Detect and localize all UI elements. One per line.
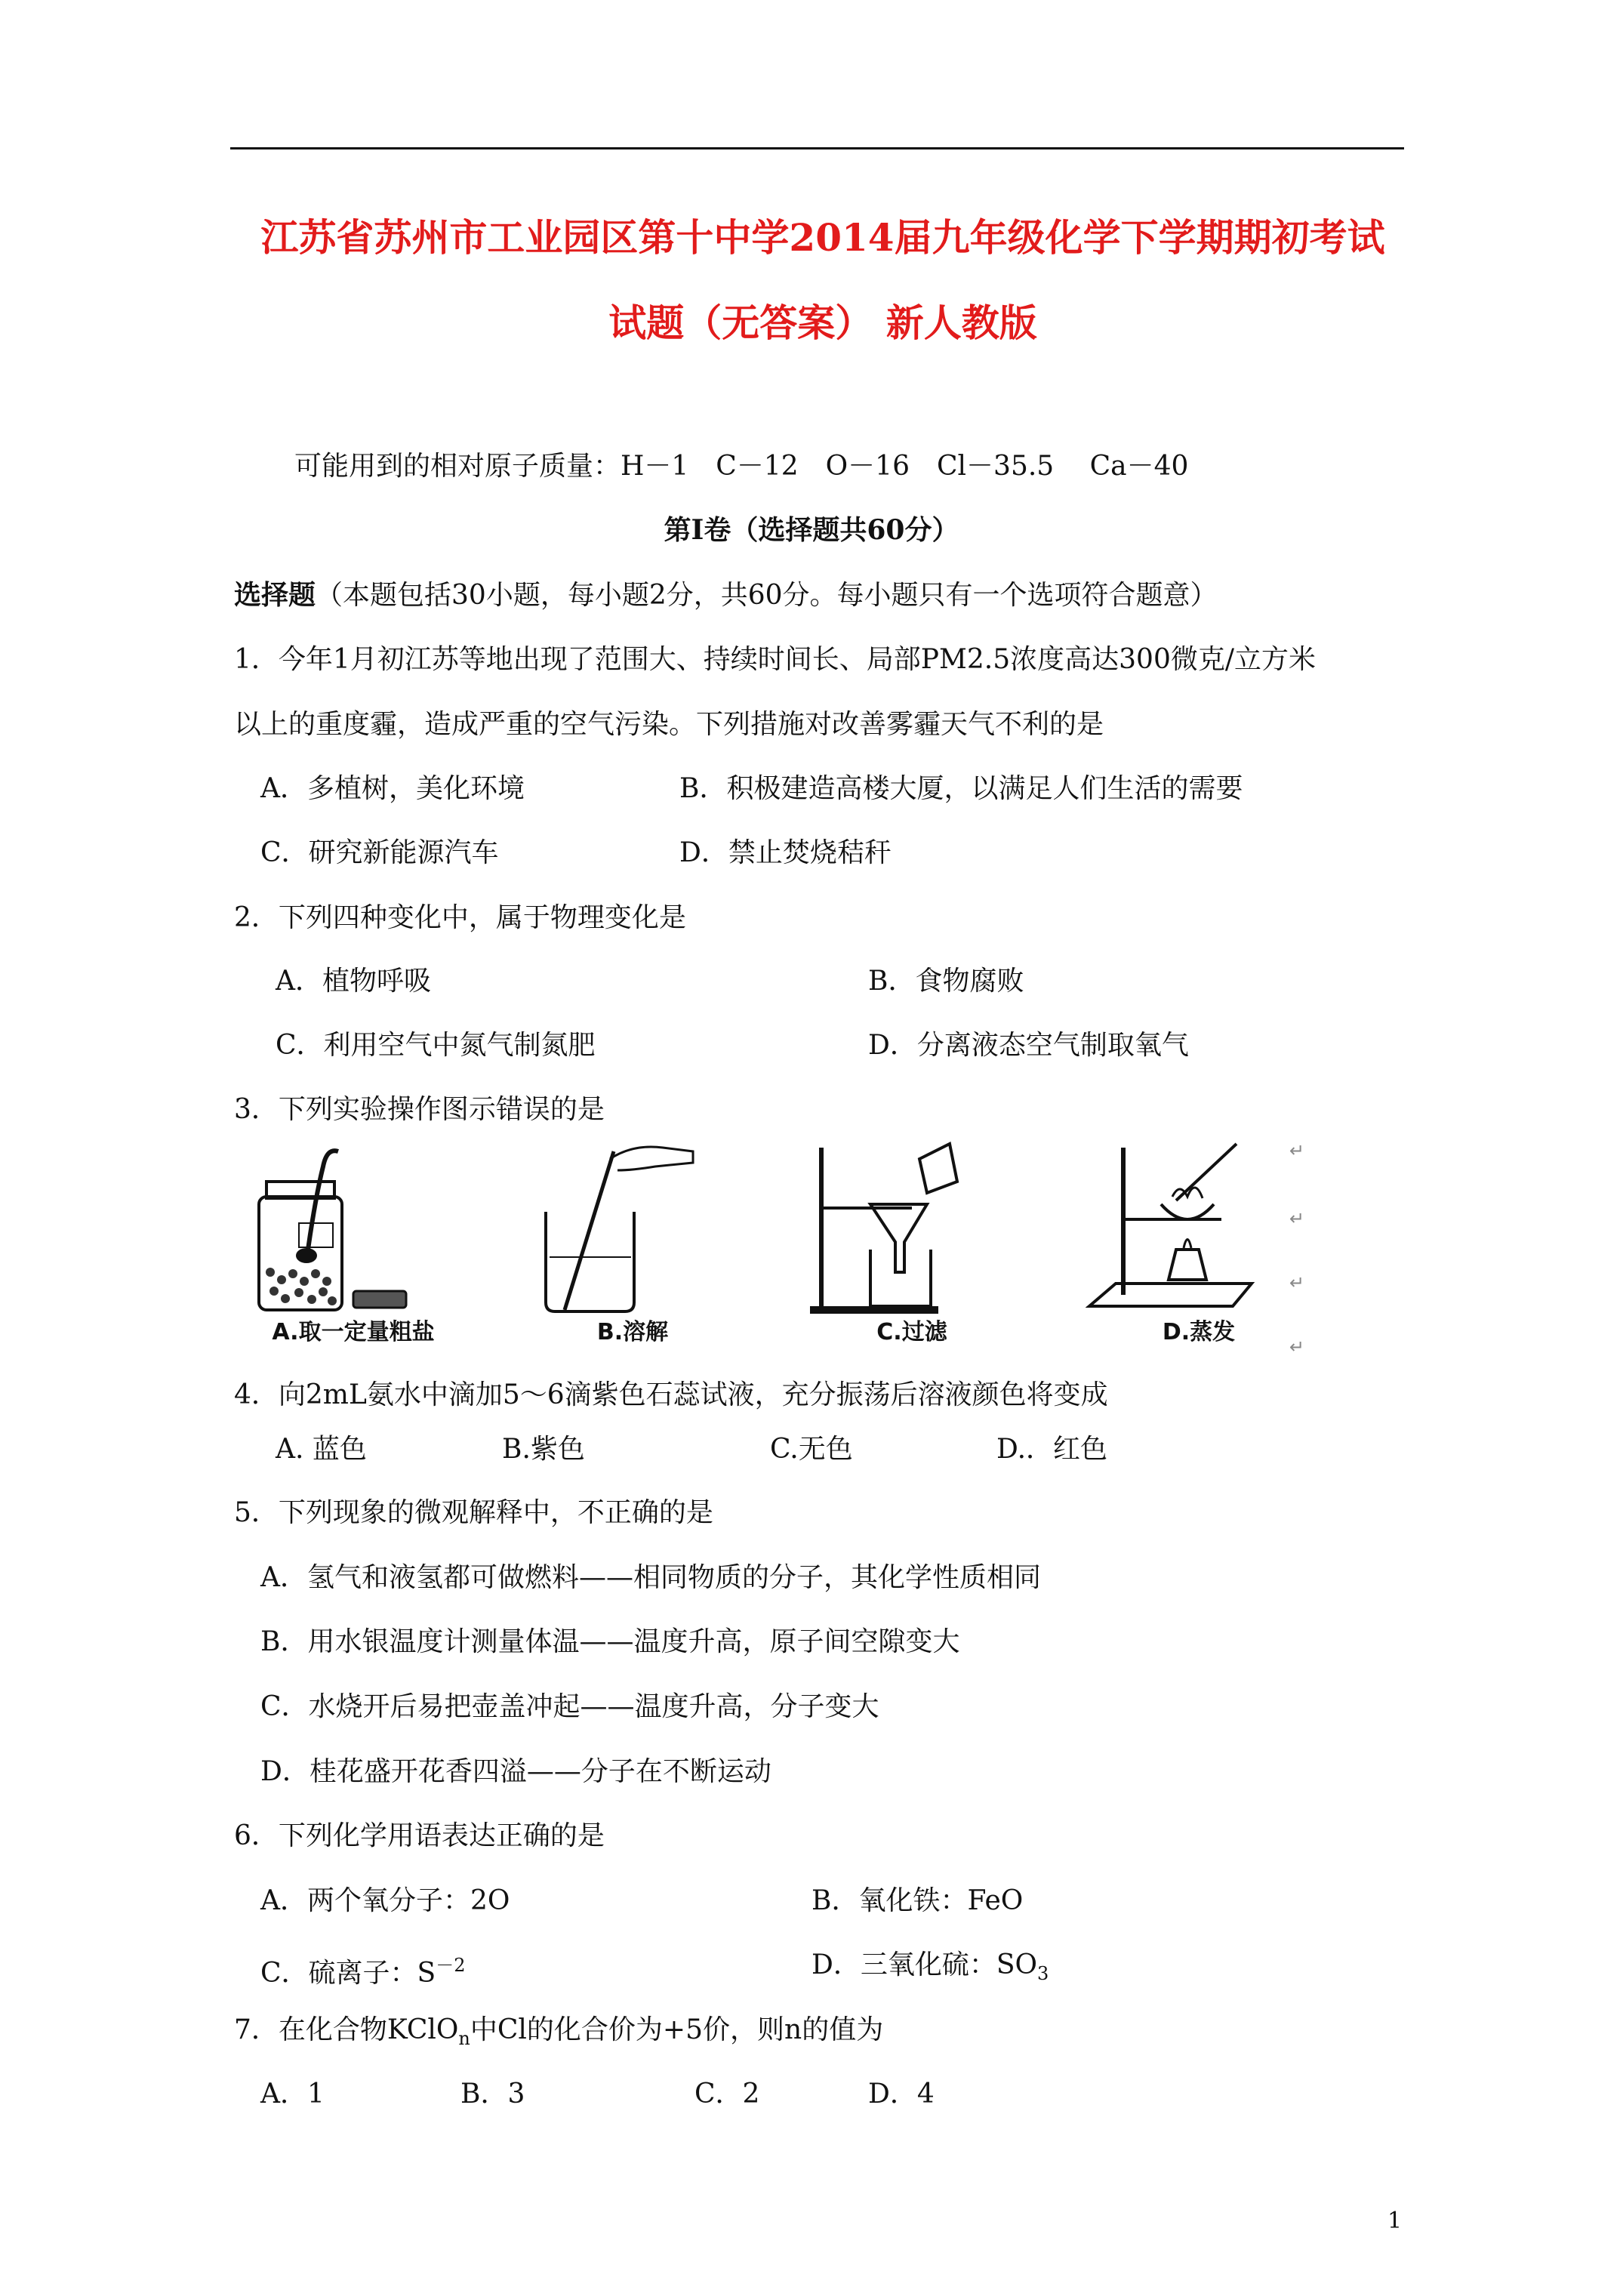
beaker-stirring-drawing (519, 1136, 746, 1318)
q6-stem: 6．下列化学用语表达正确的是 (234, 1820, 605, 1851)
q3-figures (240, 1136, 1312, 1358)
filter-apparatus-drawing (799, 1136, 1025, 1318)
section-header (234, 578, 1218, 612)
figure-filter (799, 1136, 1025, 1355)
figure-dissolve-caption: B.溶解 (596, 1319, 669, 1345)
q2-option-a: A．植物呼吸 (276, 966, 431, 997)
q6-option-b: B．氧化铁：FeO (812, 1885, 1024, 1916)
atomic-mass-line: 可能用到的相对原子质量：H－1 C－12 O－16 Cl－35.5 Ca－40 (294, 451, 1189, 482)
q5-option-d: D．桂花盛开花香四溢——分子在不断运动 (260, 1756, 771, 1787)
q7-stem-pre: 7．在化合物KClO (234, 2014, 459, 2045)
evaporation-apparatus-drawing (1086, 1136, 1312, 1318)
header-rule (230, 147, 1404, 149)
q6-option-c (260, 1949, 466, 1990)
q2-option-d: D．分离液态空气制取氧气 (868, 1030, 1189, 1061)
q1-option-d: D．禁止焚烧秸秆 (679, 837, 892, 868)
q7-stem (234, 2014, 883, 2055)
figure-filter-caption: C.过滤 (876, 1319, 947, 1345)
title-line-2: 试题（无答案） 新人教版 (608, 300, 1037, 345)
paragraph-mark: ↵ (1289, 1140, 1305, 1161)
q4-option-b: B.紫色 (502, 1434, 585, 1465)
q7-option-d: D．4 (868, 2079, 935, 2110)
q7-option-b: B．3 (460, 2079, 525, 2110)
q2-stem: 2．下列四种变化中，属于物理变化是 (234, 902, 686, 933)
q1-option-c: C．研究新能源汽车 (260, 837, 499, 868)
section-label: 选择题 (234, 579, 316, 611)
paragraph-mark: ↵ (1289, 1208, 1305, 1229)
salt-jar-drawing (240, 1136, 467, 1318)
q4-option-a: A. 蓝色 (276, 1434, 367, 1465)
q2-option-c: C．利用空气中氮气制氮肥 (276, 1030, 596, 1061)
figure-take-salt (240, 1136, 467, 1355)
q5-option-a: A．氢气和液氢都可做燃料——相同物质的分子，其化学性质相同 (260, 1562, 1041, 1593)
q5-stem: 5．下列现象的微观解释中，不正确的是 (234, 1497, 713, 1528)
q3-stem: 3．下列实验操作图示错误的是 (234, 1094, 605, 1125)
paragraph-mark: ↵ (1289, 1336, 1305, 1358)
figure-dissolve (519, 1136, 746, 1355)
q6-option-d (812, 1949, 1049, 1990)
q7-stem-subscript: n (458, 2028, 470, 2049)
part-one-heading: 第Ⅰ卷（选择题共60分） (664, 514, 959, 546)
q1-stem-line2: 以上的重度霾，造成严重的空气污染。下列措施对改善雾霾天气不利的是 (234, 709, 1104, 740)
q2-option-b: B．食物腐败 (868, 966, 1024, 997)
q5-option-c: C．水烧开后易把壶盖冲起——温度升高，分子变大 (260, 1691, 879, 1722)
figure-take-salt-caption: A.取一定量粗盐 (272, 1319, 435, 1345)
q7-option-a: A．1 (260, 2079, 325, 2110)
q6-option-c-charge: －2 (436, 1955, 466, 1976)
figure-evaporate (1086, 1136, 1312, 1355)
q1-option-a: A．多植树，美化环境 (260, 773, 525, 804)
q1-stem-line1: 1．今年1月初江苏等地出现了范围大、持续时间长、局部PM2.5浓度高达300微克/立方米 (234, 644, 1316, 675)
q1-option-b: B．积极建造高楼大厦，以满足人们生活的需要 (679, 773, 1243, 804)
q5-option-b: B．用水银温度计测量体温——温度升高，原子间空隙变大 (260, 1626, 960, 1657)
q4-stem: 4．向2mL氨水中滴加5～6滴紫色石蕊试液，充分振荡后溶液颜色将变成 (234, 1379, 1108, 1410)
q6-option-d-text: D．三氧化硫：SO (812, 1949, 1038, 1980)
q7-stem-post: 中Cl的化合价为+5价，则n的值为 (470, 2014, 884, 2045)
page-number: 1 (1387, 2208, 1403, 2234)
section-instruction: （本题包括30小题，每小题2分，共60分。每小题只有一个选项符合题意） (316, 580, 1218, 611)
paragraph-mark: ↵ (1289, 1272, 1305, 1293)
q4-option-c: C.无色 (770, 1434, 853, 1465)
title-line-1: 江苏省苏州市工业园区第十中学2014届九年级化学下学期期初考试 (260, 215, 1385, 260)
q6-option-c-text: C．硫离子：S (260, 1958, 436, 1989)
q6-option-d-subscript: 3 (1037, 1963, 1049, 1984)
q4-option-d: D.．红色 (996, 1434, 1108, 1465)
q6-option-a: A．两个氧分子：2O (260, 1885, 510, 1916)
q7-option-c: C．2 (694, 2079, 760, 2110)
figure-evaporate-caption: D.蒸发 (1162, 1319, 1236, 1345)
